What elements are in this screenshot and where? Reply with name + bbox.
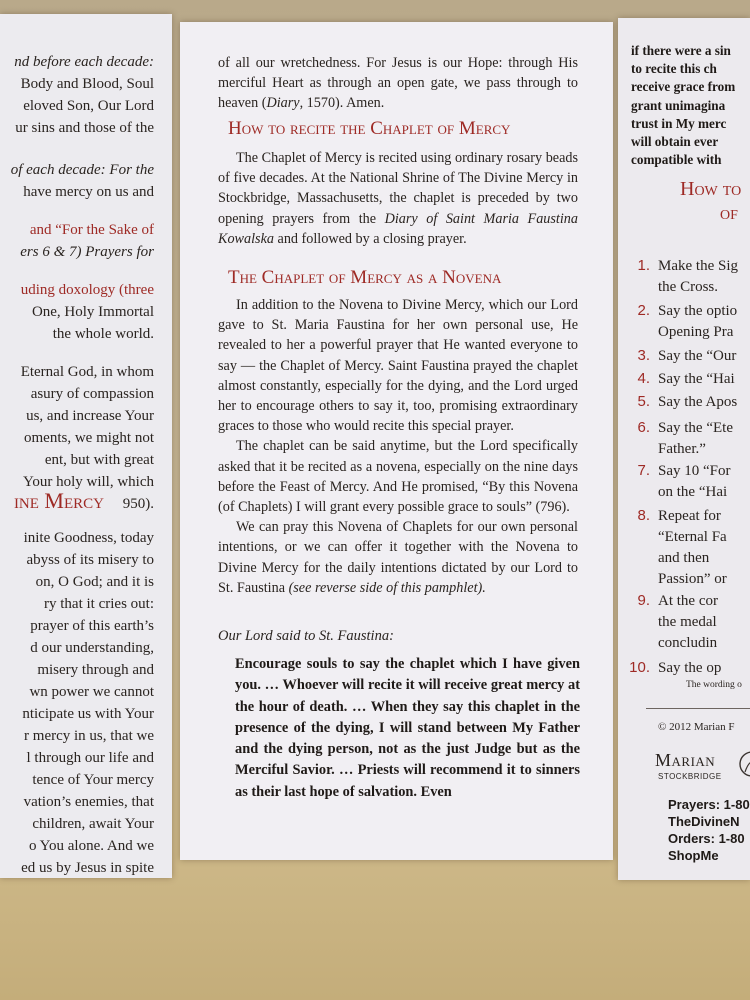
left-text-line: wn power we cannot bbox=[29, 684, 154, 700]
logo-emblem-icon bbox=[737, 746, 750, 786]
left-text-line: and “For the Sake of bbox=[29, 222, 154, 238]
left-text-line: nticipate us with Your bbox=[22, 706, 154, 722]
logo-subtitle: STOCKBRIDGE bbox=[658, 772, 722, 781]
left-text-line: of each decade: For the bbox=[10, 162, 154, 178]
step-text-line: Say the op bbox=[658, 660, 722, 676]
left-text-line: vation’s enemies, that bbox=[23, 794, 154, 810]
step-text-line: on the “Hai bbox=[658, 484, 728, 500]
left-text-line: ers 6 & 7) Prayers for bbox=[20, 244, 154, 260]
left-text-line: ed us by Jesus in spite bbox=[21, 860, 154, 876]
step-text-line: Say 10 “For bbox=[658, 463, 731, 479]
left-text-line: o You alone. And we bbox=[28, 838, 154, 854]
step-number: 2. bbox=[637, 302, 650, 319]
step-text bbox=[658, 506, 727, 590]
right-top-line: if there were a sin bbox=[631, 43, 731, 58]
left-text-line: 950). bbox=[122, 496, 154, 512]
left-text-line: One, Holy Immortal bbox=[31, 304, 154, 320]
step-number: 1. bbox=[637, 257, 650, 274]
left-text-line: eloved Son, Our Lord bbox=[23, 98, 154, 114]
step-text-line: Make the Sig bbox=[658, 258, 738, 274]
left-text-line: children, await Your bbox=[32, 816, 154, 832]
left-text-line: tence of Your mercy bbox=[32, 772, 154, 788]
left-text-line: ur sins and those of the bbox=[15, 120, 154, 136]
right-heading-line-2: of bbox=[720, 202, 738, 224]
contact-line: Prayers: 1-80 bbox=[668, 797, 750, 812]
step-number: 8. bbox=[637, 507, 650, 524]
step-text-line: and then bbox=[658, 550, 710, 566]
step-number: 9. bbox=[637, 592, 650, 609]
right-pamphlet-panel bbox=[618, 18, 750, 880]
left-text-line: abyss of its misery to bbox=[26, 552, 154, 568]
step-number: 5. bbox=[637, 393, 650, 410]
left-text-line: oments, we might not bbox=[24, 430, 154, 446]
left-text-line: the whole world. bbox=[52, 326, 154, 342]
divider-line bbox=[646, 708, 750, 709]
faustina-quote: Encourage souls to say the chaplet which I have given you. … Whoever will recite it will receive great mercy at the hour of death. … When they say this chaplet in the presence of the dying, I will stand between My Father and the dying person, not as the just Judge but as the Merciful Savior. … Priests will recommend it to sinners as their last hope of salvation. Even bbox=[235, 656, 580, 800]
left-text-line: have mercy on us and bbox=[23, 184, 154, 200]
marian-logo bbox=[655, 746, 750, 786]
heading-novena: The Chaplet of Mercy as a Novena bbox=[228, 267, 502, 288]
step-text bbox=[658, 301, 737, 343]
left-text-line: d our understanding, bbox=[30, 640, 154, 656]
wording-note: The wording o bbox=[686, 680, 742, 690]
step-text-line: At the cor bbox=[658, 593, 718, 609]
step-number: 10. bbox=[629, 659, 650, 676]
left-text-line: asury of compassion bbox=[30, 386, 154, 402]
step-text bbox=[658, 658, 721, 679]
step-text bbox=[658, 392, 737, 413]
right-top-line: compatible with bbox=[631, 152, 722, 168]
step-text bbox=[658, 591, 718, 654]
left-text-line: nd before each decade: bbox=[14, 54, 154, 70]
intro-paragraph: of all our wretchedness. For Jesus is our Hope: through His merciful Heart as through an open gate, we pass through to heaven (Diary, 1570). Amen. bbox=[218, 55, 578, 112]
step-text-line: Say the “Our bbox=[658, 348, 737, 364]
left-text-line: on, O God; and it is bbox=[35, 574, 154, 590]
right-top-line: receive grace from bbox=[631, 79, 736, 95]
step-number: 4. bbox=[637, 370, 650, 387]
contact-info bbox=[668, 796, 750, 864]
step-text-line: Passion” or bbox=[658, 571, 727, 587]
left-text-line: Eternal God, in whom bbox=[20, 364, 154, 380]
novena-paragraphs: In addition to the Novena to Divine Mercy, which our Lord gave to St. Maria Faustina for her own personal use, He revealed to her a powerful prayer that He wanted everyone to say — the Chaplet of Mercy. Saint Faustina prayed the chaplet almost constantly, especially for the dying, and the Lord urged her to encourage others to say it, too, promising extraordinary graces to those who would recite this special prayer. The chaplet can be said anytime, but the Lord specifically asked that it be recited as a novena, especially on the nine days before the Feast of Mercy. And He promised, “By this Novena (of Chaplets) I will grant every possible grace to souls” (796). We can pray this Novena of Chaplets for our own personal intentions, or we can offer it together with the Novena to Divine Mercy for the daily intentions dictated by our Lord to St. Faustina (see reverse side of this pamphlet). bbox=[218, 297, 578, 596]
right-top-line: grant unimagina bbox=[631, 97, 726, 113]
step-text-line: Say the “Ete bbox=[658, 420, 733, 436]
step-text-line: Say the Apos bbox=[658, 394, 738, 410]
right-heading-line-1: How to bbox=[680, 178, 742, 200]
step-text bbox=[658, 418, 733, 460]
step-number: 7. bbox=[637, 462, 650, 479]
left-text-line: r mercy in us, that we bbox=[24, 728, 154, 744]
logo-wordmark: Marian bbox=[655, 750, 716, 770]
left-text-line: Your holy will, which bbox=[23, 474, 154, 490]
right-top-line: will obtain ever bbox=[631, 134, 719, 150]
left-text-line: uding doxology (three bbox=[20, 282, 154, 298]
contact-line: ShopMe bbox=[668, 848, 719, 863]
left-pamphlet-panel bbox=[0, 14, 172, 878]
step-text bbox=[658, 461, 731, 503]
left-text-line: prayer of this earth’s bbox=[30, 618, 154, 634]
step-text-line: Opening Pra bbox=[658, 324, 734, 340]
step-number: 3. bbox=[637, 347, 650, 364]
step-text-line: Say the “Hai bbox=[658, 371, 735, 387]
step-text-line: concludin bbox=[658, 635, 718, 651]
left-text-line: us, and increase Your bbox=[26, 408, 154, 424]
step-text-line: the medal bbox=[658, 614, 717, 630]
contact-line: TheDivineN bbox=[668, 814, 740, 829]
left-text-line: Body and Blood, Soul bbox=[20, 76, 154, 92]
right-top-line: to recite this ch bbox=[631, 61, 717, 77]
step-text bbox=[658, 369, 735, 390]
left-text-line: l through our life and bbox=[26, 750, 154, 766]
left-panel-heading: ine Mercy bbox=[13, 488, 104, 513]
recite-paragraph: The Chaplet of Mercy is recited using ordinary rosary beads of five decades. At the National Shrine of The Divine Mercy in Stockbridge, Massachusetts, the chaplet is preceded by two opening prayers from the Diary of Saint Maria Faustina Kowalska and followed by a closing prayer. bbox=[218, 150, 578, 247]
step-text bbox=[658, 256, 738, 298]
copyright-text: © 2012 Marian F bbox=[658, 721, 735, 733]
step-text-line: Father.” bbox=[658, 441, 706, 457]
step-text-line: Repeat for bbox=[658, 508, 721, 524]
step-text bbox=[658, 346, 736, 367]
right-top-text bbox=[631, 42, 750, 169]
step-text-line: “Eternal Fa bbox=[658, 529, 727, 545]
lord-said-line: Our Lord said to St. Faustina: bbox=[218, 628, 394, 644]
heading-how-to-recite: How to recite the Chaplet of Mercy bbox=[228, 118, 511, 139]
step-text-line: the Cross. bbox=[658, 279, 718, 295]
left-text-line: misery through and bbox=[37, 662, 154, 678]
step-number: 6. bbox=[637, 419, 650, 436]
left-text-line: inite Goodness, today bbox=[23, 530, 154, 546]
middle-pamphlet-panel bbox=[180, 22, 613, 860]
right-top-line: trust in My merc bbox=[631, 115, 727, 131]
left-text-line: ent, but with great bbox=[44, 452, 154, 468]
contact-line: Orders: 1-80 bbox=[668, 831, 745, 846]
left-text-line: ry that it cries out: bbox=[44, 596, 154, 612]
step-text-line: Say the optio bbox=[658, 303, 738, 319]
